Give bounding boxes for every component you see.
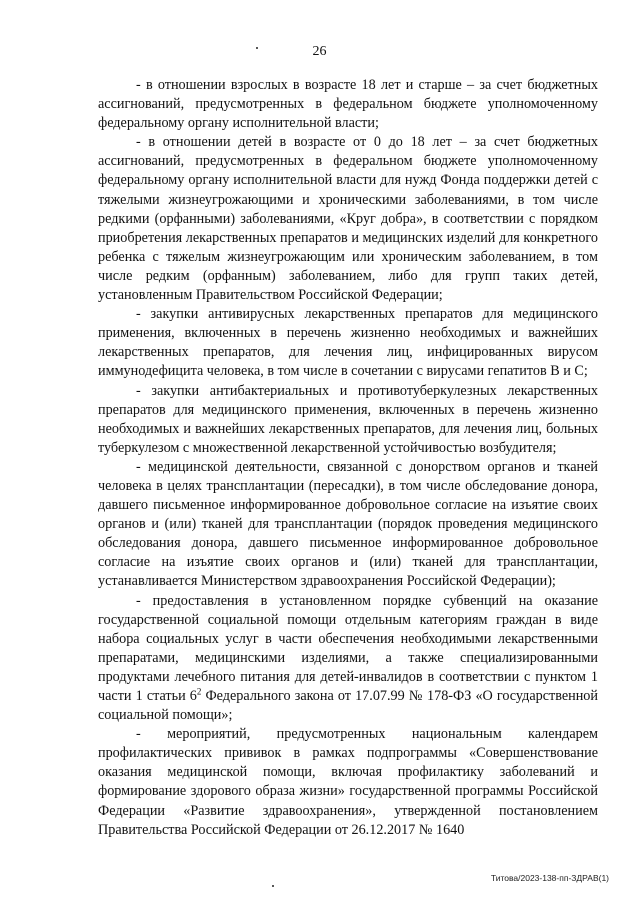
document-footer-id: Титова/2023-138-пп-ЗДРАВ(1) bbox=[490, 873, 609, 883]
paragraph-subventions bbox=[98, 592, 598, 726]
scan-mark bbox=[272, 885, 274, 887]
paragraph-vaccination: - мероприятий, предусмотренных национальным календарем профилактических прививок в рамках подпрограммы «Совершенствование оказания медицинской помощи, включая профилактику заболеваний и формирование здорового образа жизни» государственной программы Российской Федерации «Развитие здравоохранения», утвержденной постановлением Правительства Российской Федерации от 26.12.2017 № 1640 bbox=[98, 726, 598, 838]
document-body bbox=[98, 76, 598, 840]
paragraph-antibacterial: - закупки антибактериальных и противотуберкулезных лекарственных препаратов для медицинского применения, включенных в перечень жизненно необходимых и важнейших лекарственных препаратов, для лечения лиц, больных туберкулезом с множественной лекарственной устойчивостью возбудителя; bbox=[98, 382, 598, 456]
article-superscript: 2 bbox=[196, 686, 202, 697]
paragraph-antiviral: - закупки антивирусных лекарственных препаратов для медицинского применения, включенных в перечень жизненно необходимых и важнейших лекарственных препаратов, для лечения лиц, инфицированных вирусом иммунодефицита человека, в том числе в сочетании с вирусами гепатитов В и С; bbox=[98, 306, 598, 380]
paragraph-children: - в отношении детей в возрасте от 0 до 18 лет – за счет бюджетных ассигнований, предусмотренных в федеральном бюджете уполномоченному федеральному органу исполнительной власти для нужд Фонда поддержки детей с тяжелыми жизнеугрожающими и хроническими заболеваниями, в том числе редкими (орфанными) заболеваниями, «Круг добра», в соответствии с порядком приобретения лекарственных препаратов и медицинских изделий для конкретного ребенка с тяжелым жизнеугрожающим или хроническим заболеванием, в том числе редким (орфанным) заболеванием, либо для групп таких детей, установленным Правительством Российской Федерации; bbox=[98, 134, 598, 304]
subventions-text-end: Федерального закона от 17.07.99 № 178-ФЗ «О государственной социальной помощи»; bbox=[98, 688, 598, 724]
paragraph-adults: - в отношении взрослых в возрасте 18 лет и старше – за счет бюджетных ассигнований, предусмотренных в федеральном бюджете уполномоченному федеральному органу исполнительной власти; bbox=[98, 77, 598, 132]
paragraph-transplant: - медицинской деятельности, связанной с донорством органов и тканей человека в целях трансплантации (пересадки), в том числе обследование донора, давшего письменное информированное добровольное согласие на изъятие своих органов и (или) тканей для трансплантации (порядок проведения медицинского обследования донора, давшего письменное информированное добровольное согласие на изъятие своих органов и (или) тканей для трансплантации, устанавливается Министерством здравоохранения Российской Федерации); bbox=[98, 458, 598, 590]
page-number: 26 bbox=[312, 44, 327, 59]
subventions-text: - предоставления в установленном порядке субвенций на оказание государственной социальной помощи отдельным категориям граждан в виде набора социальных услуг в части обеспечения необходимыми лекарственными препаратами, медицинскими изделиями, а также специализированными продуктами лечебного питания для детей-инвалидов в соответствии с пунктом 1 части 1 статьи 6 bbox=[98, 592, 598, 704]
